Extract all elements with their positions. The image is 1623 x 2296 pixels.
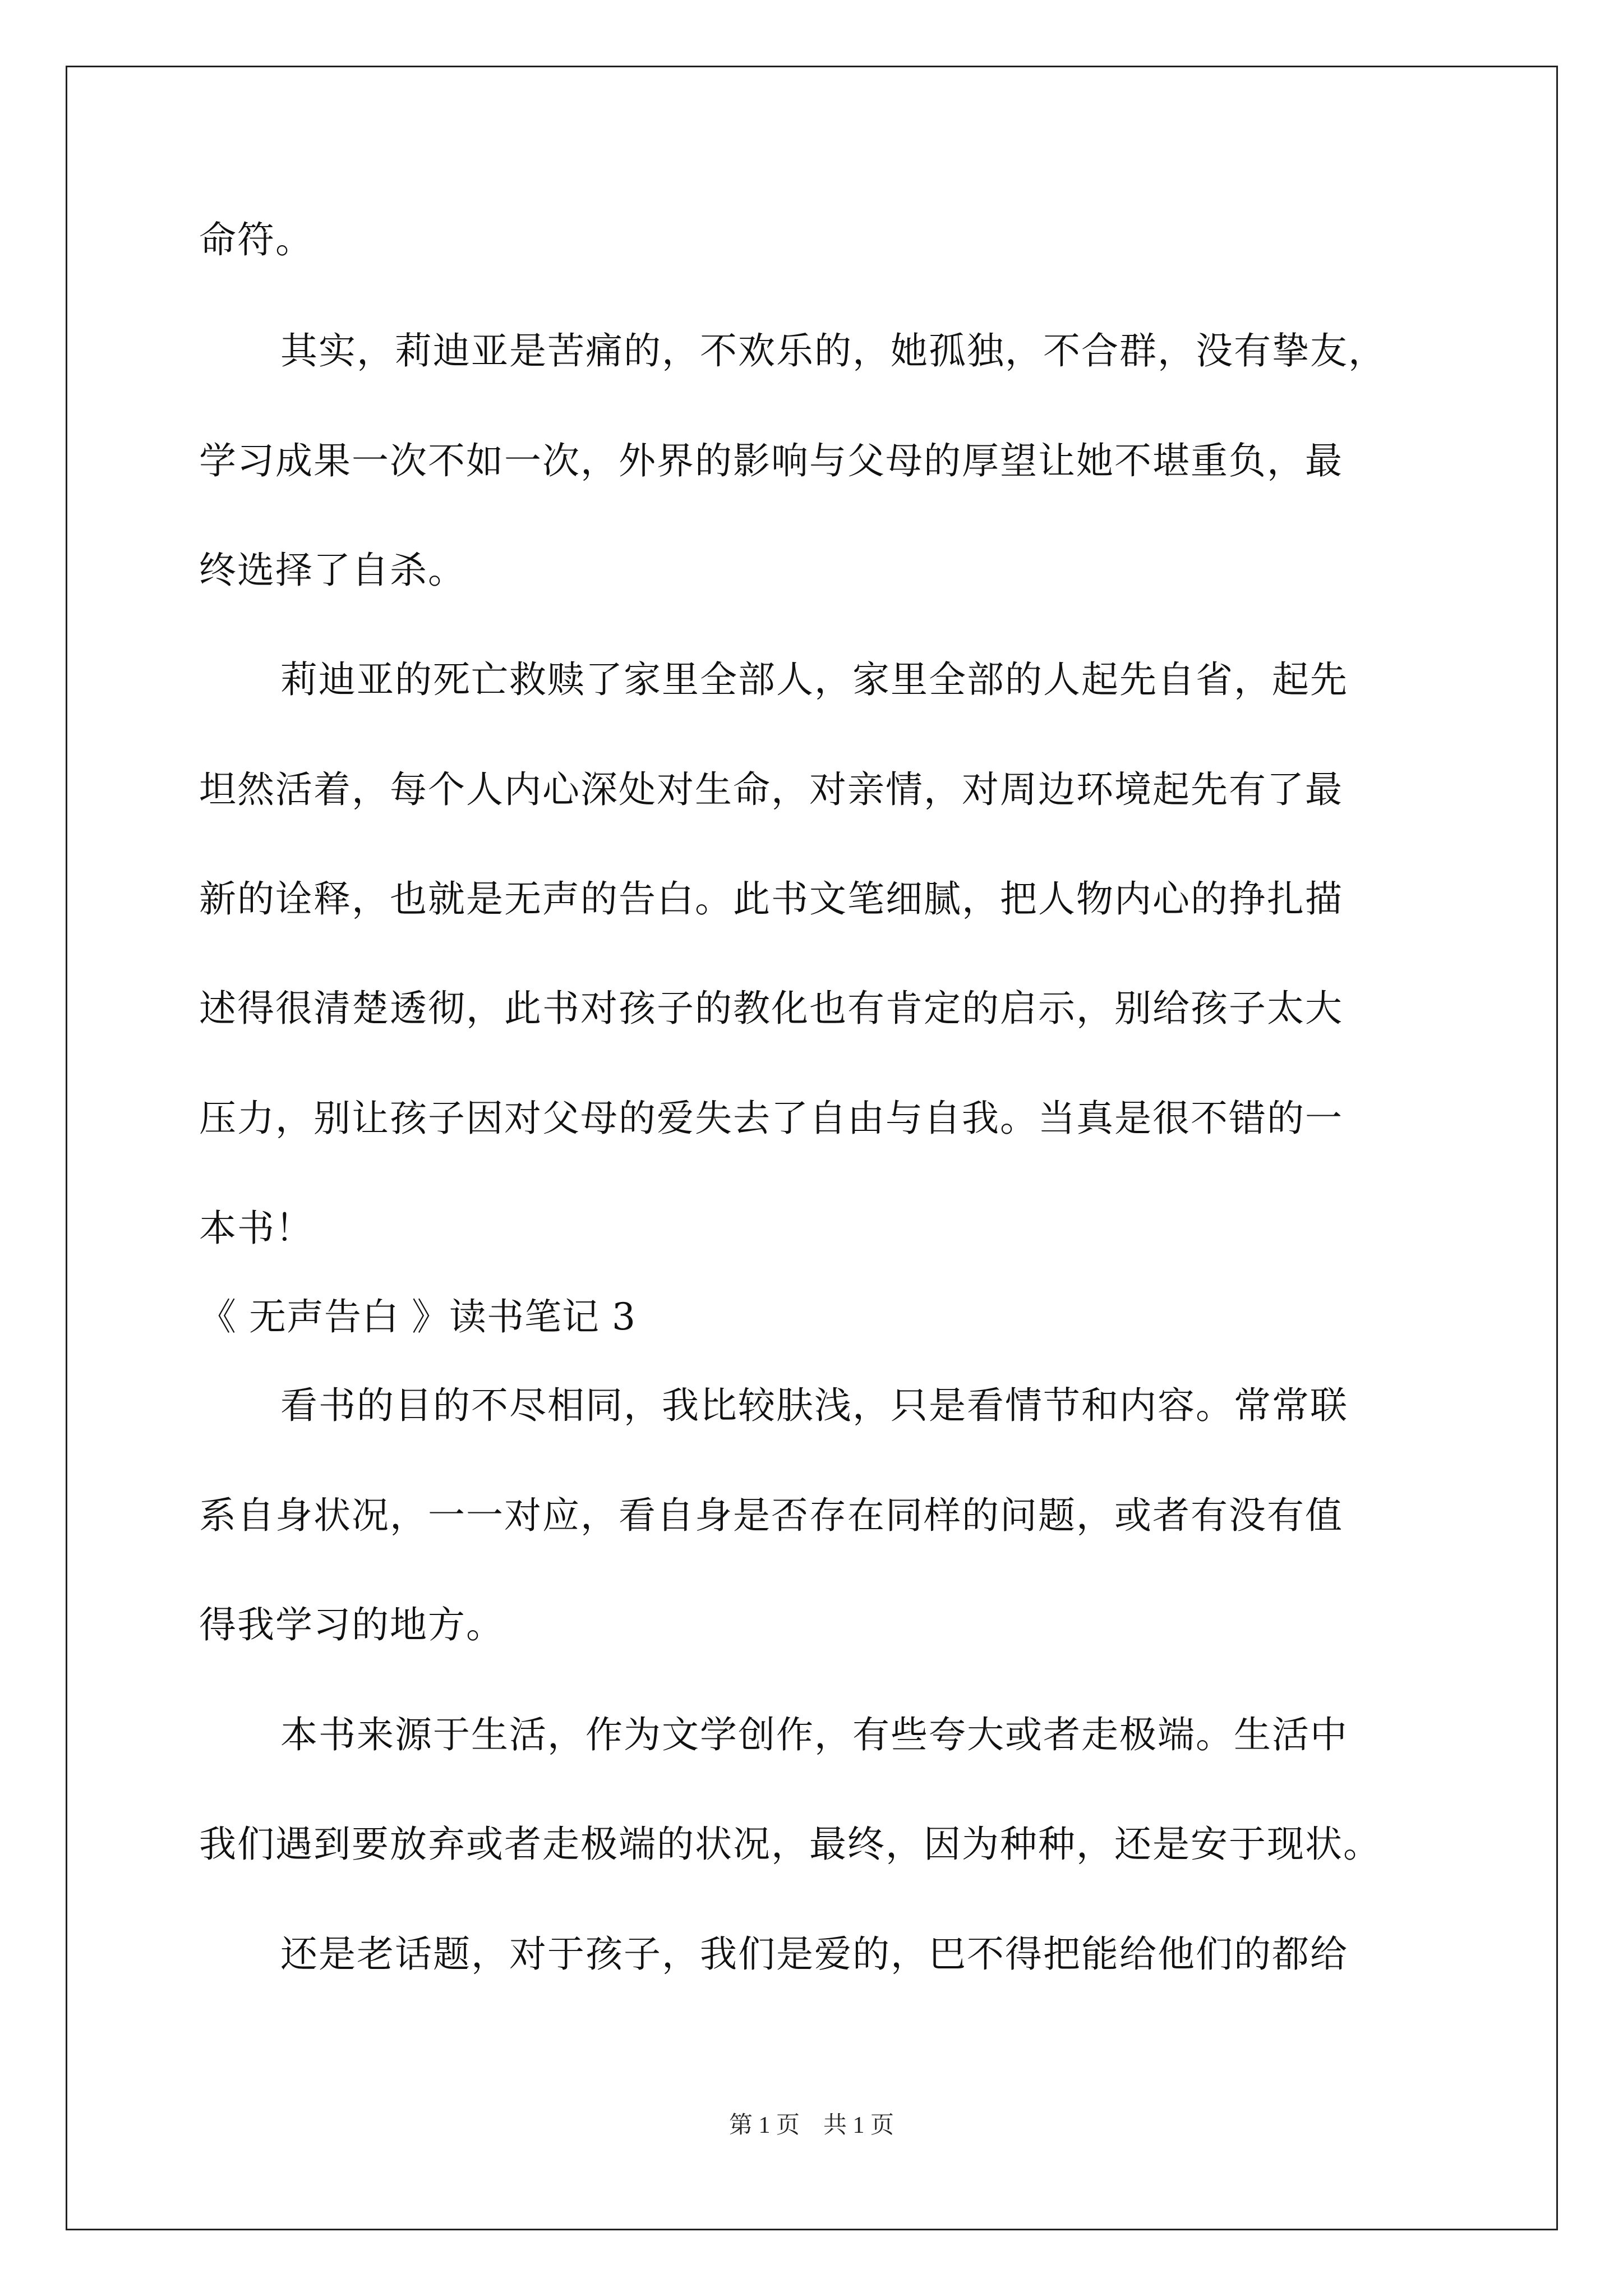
text-line: 述得很清楚透彻，此书对孩子的教化也有肯定的启示，别给孩子太大 bbox=[199, 987, 1343, 1030]
page-number-footer: 第 1 页 共 1 页 bbox=[728, 2113, 894, 2138]
text-line: 本书！ bbox=[199, 1207, 313, 1250]
text-line: 得我学习的地方。 bbox=[199, 1603, 504, 1646]
text-line: 本书来源于生活，作为文学创作，有些夸大或者走极端。生活中 bbox=[280, 1713, 1348, 1756]
text-line: 看书的目的不尽相同，我比较肤浅，只是看情节和内容。常常联 bbox=[280, 1384, 1348, 1427]
text-line: 其实，莉迪亚是苦痛的，不欢乐的，她孤独，不合群，没有挚友， bbox=[280, 329, 1386, 372]
text-line: 终选择了自杀。 bbox=[199, 549, 466, 592]
section-heading: 《 无声告白 》读书笔记 3 bbox=[199, 1295, 636, 1338]
text-line: 还是老话题，对于孩子，我们是爱的，巴不得把能给他们的都给 bbox=[280, 1932, 1348, 1976]
text-line: 新的诠释，也就是无声的告白。此书文笔细腻，把人物内心的挣扎描 bbox=[199, 877, 1343, 921]
text-line: 莉迪亚的死亡救赎了家里全部人，家里全部的人起先自省，起先 bbox=[280, 658, 1348, 701]
text-line: 命符。 bbox=[199, 218, 313, 261]
text-line: 我们遇到要放弃或者走极端的状况，最终，因为种种，还是安于现状。 bbox=[199, 1823, 1381, 1866]
text-line: 压力，别让孩子因对父母的爱失去了自由与自我。当真是很不错的一 bbox=[199, 1097, 1343, 1140]
text-line: 系自身状况，一一对应，看自身是否存在同样的问题，或者有没有值 bbox=[199, 1494, 1343, 1537]
text-line: 学习成果一次不如一次，外界的影响与父母的厚望让她不堪重负，最 bbox=[199, 439, 1343, 482]
text-line: 坦然活着，每个人内心深处对生命，对亲情，对周边环境起先有了最 bbox=[199, 768, 1343, 811]
page-border bbox=[66, 66, 1558, 2230]
